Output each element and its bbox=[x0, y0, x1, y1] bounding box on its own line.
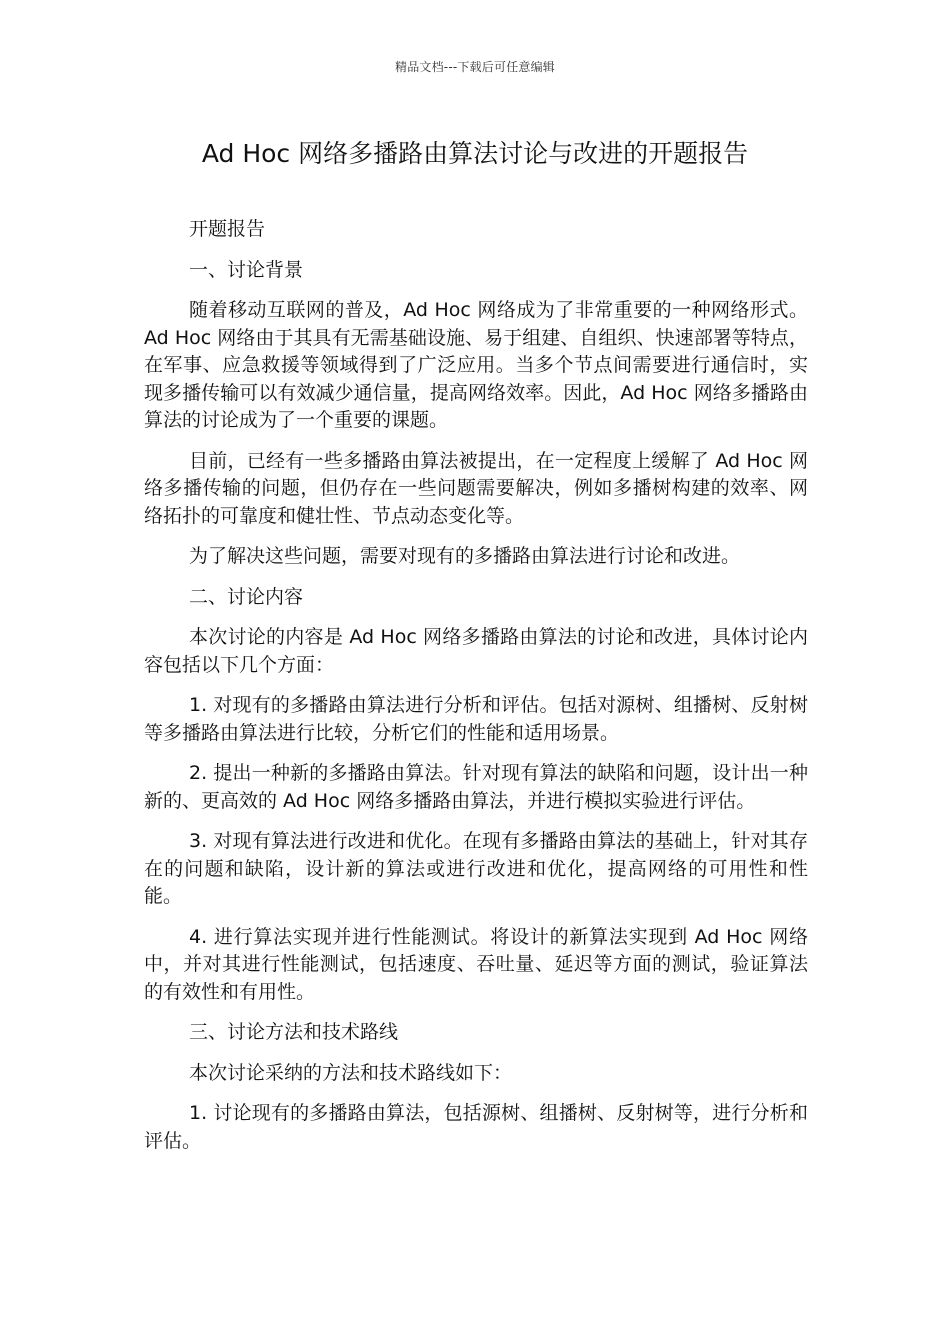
list-item-content-1: 1. 对现有的多播路由算法进行分析和评估。包括对源树、组播树、反射树等多播路由算法进行比较，分析它们的性能和适用场景。 bbox=[144, 694, 808, 744]
list-item-method-1: 1. 讨论现有的多播路由算法，包括源树、组播树、反射树等，进行分析和评估。 bbox=[144, 1102, 808, 1152]
document-body bbox=[144, 216, 808, 1168]
list-item-content-2: 2. 提出一种新的多播路由算法。针对现有算法的缺陷和问题，设计出一种新的、更高效的 Ad Hoc 网络多播路由算法，并进行模拟实验进行评估。 bbox=[144, 762, 808, 812]
list-item-content-4: 4. 进行算法实现并进行性能测试。将设计的新算法实现到 Ad Hoc 网络中，并对其进行性能测试，包括速度、吞吐量、延迟等方面的测试，验证算法的有效性和有用性。 bbox=[144, 925, 808, 1003]
section-heading-method: 三、讨论方法和技术路线 bbox=[189, 1021, 399, 1043]
section-heading-background: 一、讨论背景 bbox=[189, 258, 304, 281]
paragraph-background-1: 随着移动互联网的普及，Ad Hoc 网络成为了非常重要的一种网络形式。Ad Hoc 网络由于其具有无需基础设施、易于组建、自组织、快速部署等特点，在军事、应急救援等领域得到了广泛应用。当多个节点间需要进行通信时，实现多播传输可以有效减少通信量，提高网络效率。因此，Ad Hoc 网络多播路由算法的讨论成为了一个重要的课题。 bbox=[144, 299, 808, 431]
paragraph-method-intro: 本次讨论采纳的方法和技术路线如下： bbox=[189, 1061, 513, 1084]
document-title: Ad Hoc 网络多播路由算法讨论与改进的开题报告 bbox=[201, 139, 749, 168]
paragraph-background-2: 目前，已经有一些多播路由算法被提出，在一定程度上缓解了 Ad Hoc 网络多播传输的问题，但仍存在一些问题需要解决，例如多播树构建的效率、网络拓扑的可靠度和健壮性、节点动态变化等。 bbox=[144, 449, 808, 527]
paragraph-content-intro: 本次讨论的内容是 Ad Hoc 网络多播路由算法的讨论和改进，具体讨论内容包括以下几个方面： bbox=[144, 626, 808, 676]
list-item-content-3: 3. 对现有算法进行改进和优化。在现有多播路由算法的基础上，针对其存在的问题和缺陷，设计新的算法或进行改进和优化，提高网络的可用性和性能。 bbox=[144, 830, 808, 907]
header-note: 精品文档---下载后可任意编辑 bbox=[395, 60, 555, 74]
section-heading-content: 二、讨论内容 bbox=[189, 585, 304, 608]
heading-report: 开题报告 bbox=[189, 218, 266, 240]
paragraph-background-3: 为了解决这些问题，需要对现有的多播路由算法进行讨论和改进。 bbox=[189, 545, 741, 567]
